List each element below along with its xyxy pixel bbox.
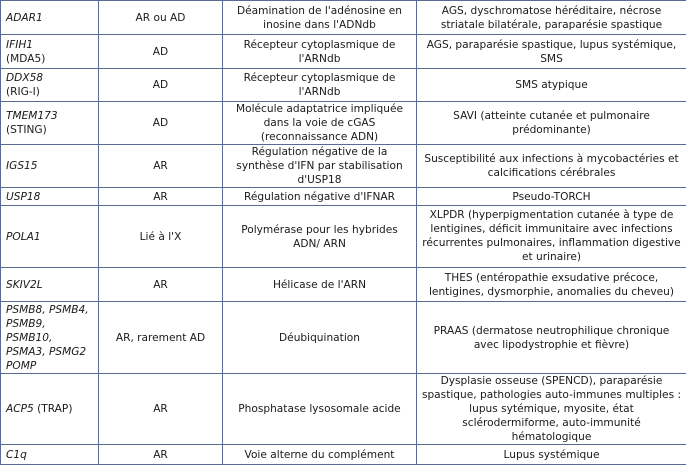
gene-symbol: USP18 xyxy=(6,191,40,203)
gene-cell xyxy=(1,145,99,188)
gene-cell xyxy=(1,374,99,445)
transmission-cell: AD xyxy=(99,69,223,102)
function-cell: Récepteur cytoplasmique de l'ARNdb xyxy=(223,35,417,69)
table-row xyxy=(1,374,686,445)
gene-alias: (RIG-I) xyxy=(6,86,40,98)
transmission-cell: AR xyxy=(99,268,223,302)
table-row xyxy=(1,69,686,102)
phenotype-cell: Pseudo-TORCH xyxy=(417,188,686,206)
gene-symbol: PSMB8, PSMB4, PSMB9, PSMB10, PSMA3, PSMG2 POMP xyxy=(6,304,89,372)
phenotype-cell: XLPDR (hyperpigmentation cutanée à type de lentigines, déficit immunitaire avec infections récurrentes pulmonaires, inflammation digestive et urinaire) xyxy=(417,206,686,268)
transmission-cell: AD xyxy=(99,102,223,145)
transmission-cell: Lié à l'X xyxy=(99,206,223,268)
gene-symbol: ADAR1 xyxy=(6,12,43,24)
gene-cell xyxy=(1,35,99,69)
phenotype-cell: THES (entéropathie exsudative précoce, lentigines, dysmorphie, anomalies du cheveu) xyxy=(417,268,686,302)
gene-symbol: POLA1 xyxy=(6,231,41,243)
transmission-cell: AR ou AD xyxy=(99,1,223,35)
phenotype-cell: Susceptibilité aux infections à mycobactéries et calcifications cérébrales xyxy=(417,145,686,188)
gene-cell xyxy=(1,268,99,302)
gene-cell xyxy=(1,1,99,35)
function-cell: Molécule adaptatrice impliquée dans la voie de cGAS (reconnaissance ADN) xyxy=(223,102,417,145)
gene-alias: (MDA5) xyxy=(6,53,45,65)
function-cell: Polymérase pour les hybrides ADN/ ARN xyxy=(223,206,417,268)
table-row xyxy=(1,145,686,188)
gene-symbol: SKIV2L xyxy=(6,279,43,291)
gene-symbol: ACP5 xyxy=(6,403,34,415)
phenotype-cell: AGS, dyschromatose héréditaire, nécrose striatale bilatérale, paraparésie spastique xyxy=(417,1,686,35)
table-row xyxy=(1,188,686,206)
function-cell: Récepteur cytoplasmique de l'ARNdb xyxy=(223,69,417,102)
gene-symbol: IGS15 xyxy=(6,160,38,172)
transmission-cell: AD xyxy=(99,35,223,69)
function-cell: Hélicase de l'ARN xyxy=(223,268,417,302)
table-row xyxy=(1,1,686,35)
phenotype-cell: PRAAS (dermatose neutrophilique chronique avec lipodystrophie et fièvre) xyxy=(417,302,686,374)
gene-symbol: DDX58 xyxy=(6,72,43,84)
gene-cell xyxy=(1,188,99,206)
function-cell: Déamination de l'adénosine en inosine dans l'ADNdb xyxy=(223,1,417,35)
transmission-cell: AR xyxy=(99,145,223,188)
transmission-cell: AR xyxy=(99,188,223,206)
table-row xyxy=(1,268,686,302)
table-row xyxy=(1,206,686,268)
gene-cell xyxy=(1,445,99,465)
phenotype-cell: SAVI (atteinte cutanée et pulmonaire prédominante) xyxy=(417,102,686,145)
function-cell: Régulation négative de la synthèse d'IFN par stabilisation d'USP18 xyxy=(223,145,417,188)
gene-cell xyxy=(1,102,99,145)
function-cell: Régulation négative d'IFNAR xyxy=(223,188,417,206)
function-cell: Voie alterne du complément xyxy=(223,445,417,465)
table-row xyxy=(1,35,686,69)
table-row xyxy=(1,445,686,465)
gene-symbol: TMEM173 xyxy=(6,110,58,122)
transmission-cell: AR, rarement AD xyxy=(99,302,223,374)
function-cell: Phosphatase lysosomale acide xyxy=(223,374,417,445)
phenotype-cell: AGS, paraparésie spastique, lupus systémique, SMS xyxy=(417,35,686,69)
gene-symbol: C1q xyxy=(6,449,27,461)
gene-cell xyxy=(1,206,99,268)
transmission-cell: AR xyxy=(99,445,223,465)
gene-alias: (TRAP) xyxy=(34,403,73,415)
phenotype-cell: Dysplasie osseuse (SPENCD), paraparésie spastique, pathologies auto-immunes multiples : lupus sytémique, myosite, état sclérodermiforme, auto-immunité hématologique xyxy=(417,374,686,445)
gene-cell xyxy=(1,302,99,374)
gene-alias: (STING) xyxy=(6,124,47,136)
table-row xyxy=(1,102,686,145)
table-row xyxy=(1,302,686,374)
gene-symbol: IFIH1 xyxy=(6,39,33,51)
function-cell: Déubiquination xyxy=(223,302,417,374)
phenotype-cell: SMS atypique xyxy=(417,69,686,102)
transmission-cell: AR xyxy=(99,374,223,445)
phenotype-cell: Lupus systémique xyxy=(417,445,686,465)
gene-cell xyxy=(1,69,99,102)
